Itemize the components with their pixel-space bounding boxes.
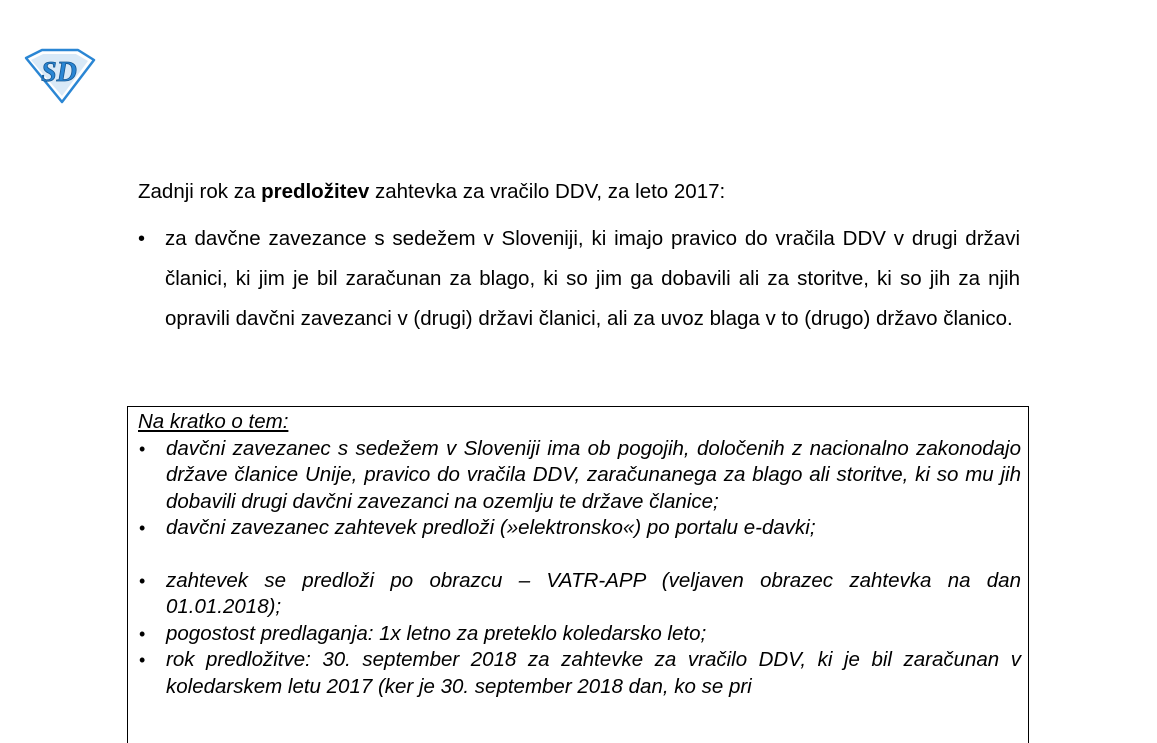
intro-paragraph — [138, 178, 1020, 206]
summary-item-text: rok predložitve: 30. september 2018 za zahtevke za vračilo DDV, ki je bil zaračunan v koledarskem letu 2017 (ker je 30. september 2018 dan, ko se pri — [166, 648, 1021, 698]
summary-list-item — [138, 436, 1021, 516]
summary-list-item — [138, 647, 1021, 700]
bullet-dot: • — [139, 650, 146, 670]
spacer — [138, 542, 1021, 568]
bullet-dot: • — [139, 518, 146, 538]
summary-list-item — [138, 568, 1021, 621]
intro-bold-term: predložitev — [261, 180, 370, 203]
summary-box-title: Na kratko o tem: — [138, 410, 289, 433]
summary-item-text: pogostost predlaganja: 1x letno za preteklo koledarsko leto; — [166, 621, 707, 645]
summary-item-text: zahtevek se predloži po obrazcu – VATR-APP (veljaven obrazec zahtevka na dan 01.01.2018); — [166, 568, 1021, 618]
svg-text:SD: SD — [41, 57, 77, 88]
bullet-dot: • — [138, 228, 146, 250]
bullet-dot: • — [139, 438, 146, 459]
bullet-dot: • — [139, 623, 146, 644]
summary-item-text: davčni zavezanec s sedežem v Sloveniji ima ob pogojih, določenih z nacionalno zakonodajo države članice Unije, pravico do vračila DDV, zaračunanega za blago ali storitve, ki so mu jih dobavili drugi davčni zavezanci na ozemlju te države članice; — [166, 436, 1021, 513]
summary-box — [127, 406, 1029, 743]
summary-item-text: davčni zavezanec zahtevek predloži (»elektronsko«) po portalu e-davki; — [166, 516, 816, 539]
main-bullet-item — [138, 219, 1020, 339]
intro-prefix: Zadnji rok za — [138, 180, 262, 203]
summary-box-content — [138, 409, 1021, 700]
intro-sentence — [138, 178, 1020, 206]
shield-sd-logo-icon — [22, 48, 96, 104]
bullet-dot: • — [139, 570, 146, 591]
intro-suffix: zahtevka za vračilo DDV, za leto 2017: — [369, 180, 726, 203]
summary-list-item — [138, 621, 1021, 648]
summary-list-item — [138, 515, 1021, 542]
main-bullet-text: za davčne zavezance s sedežem v Sloveniji, ki imajo pravico do vračila DDV v drugi državi članici, ki jim je bil zaračunan za blago, ki so jim ga dobavili ali za storitve, ki so jih za njih opravili davčni zavezanci v (drugi) državi članici, ali za uvoz blaga v to (drugo) državo članico. — [165, 227, 1020, 330]
